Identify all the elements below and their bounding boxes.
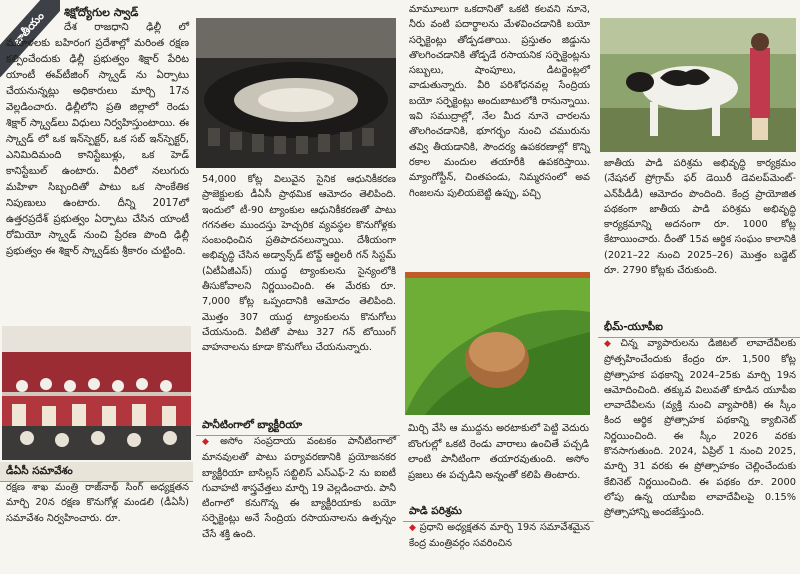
dairy-cow-photo [600, 18, 796, 152]
article-body-dairy-start [403, 520, 594, 552]
article-body-paniting [196, 434, 400, 542]
article-body-upi [598, 336, 800, 521]
heading-dairy: పాడి పరిశ్రమ [403, 502, 594, 522]
bullet-icon: ◆ [604, 339, 618, 349]
article-body-dairy-start-text: ప్రధాని అధ్యక్షతన మార్చి 19న సమావేశమైన కేంద్ర మంత్రివర్గం సవరించిన [409, 522, 590, 550]
column-2 [196, 0, 400, 574]
article-body-paniting-text: అసోం సంప్రదాయ వంటకం పానీటింగాలో మానవులతో పాటు పర్యావరణానికి ప్రయోజనకర బ్యాక్టీరియా బాసిల్లస్ సబ్టిలిస్ ఎస్‌ఎఫ్‌-2 ను ఐఐటీ గువాహటి శాస్త్రవేత్తలు మార్చి 19 వెల్లడించారు. పానీ టింగాలో కనుగొన్న ఈ బ్యాక్టీరియాకు బయో సర్ఫెక్టెంట్లు అనే సేంద్రియ రసాయనాలను ఉత్పన్నం చేసే శక్తి ఉంది. [202, 436, 397, 540]
article-body-defence: 54,000 కోట్ల విలువైన సైనిక ఆధునికీకరణ ప్రాజెక్టులకు డీఏసీ ప్రాథమిక ఆమోదం తెలిపింది. ఇందులో టీ-90 ట్యాంకుల ఆధునికీకరణతో పాటు గగనతల ముందస్తు హెచ్చరిక వ్యవస్థల కొనుగోళ్లకు సంబంధించిన ప్రతిపాదనలున్నాయి. దేశీయంగా అభివృద్ధి చేసిన అడ్వాన్స్‌డ్ టోవ్డ్ ఆర్టిలరీ గన్ సిస్టమ్ (ఏటీఏజీఎస్) యుద్ధ ట్యాంకులను సైన్యంలోకి తీసుకోవాలని నిర్ణయించింది. ఈ మేరకు రూ. 7,000 కోట్ల ఒప్పందానికి ఆమోదం తెలిపింది. మొత్తం 307 యుద్ధ ట్యాంకులను కొనుగోలు చేయనుంది. వీటితో పాటు 327 గన్ టోయింగ్ వాహనాలను కూడా కొనుగోలు చేయనున్నారు. [202, 174, 396, 354]
meeting-photo [2, 326, 191, 460]
column-1 [0, 0, 193, 574]
heading-bhim-upi: భీమ్-యూపీఐ [598, 318, 800, 338]
bullet-icon: ◆ [202, 437, 218, 447]
column-3 [403, 0, 594, 574]
article-body-dac: రక్షణ శాఖ మంత్రి రాజ్‌నాథ్ సింగ్ అధ్యక్షతన మార్చి 20న రక్షణ కొనుగోళ్ల మండలి (డీఏసీ) సమావేశం నిర్వహించారు. రూ. [6, 482, 189, 524]
banana-leaf-food-photo [405, 272, 590, 415]
article-shikshar [0, 20, 193, 260]
article-title-shikshar: శిక్షోద్యోగుల స్వాడ్ [64, 6, 139, 19]
section-tag: జాతీయం [0, 0, 60, 77]
bullet-icon: ◆ [409, 523, 417, 533]
column-4 [598, 0, 800, 574]
article-body-upi-text: చిన్న వ్యాపారులను డిజిటల్ లావాదేవీలకు ప్రోత్సహించేందుకు కేంద్రం రూ. 1,500 కోట్ల ప్రోత్సాహక పథకాన్ని 2024–25కు మార్చి 19న ఆమోదించింది. తక్కువ విలువతో కూడిన యూపీఐ లావాదేవీలను (వ్యక్తి నుంచి వ్యాపారికి) ఈ స్కీం కింద ఆర్థిక ప్రోత్సాహక పథకాన్ని క్యాబినెట్ నిర్ణయించింది. ఈ స్కీం 2026 వరకు కొనసాగుతుంది. 2024, ఏప్రిల్ 1 నుంచి 2025, మార్చి 31 వరకు ఈ ప్రోత్సాహకం చెల్లించేందుకు కేబినెట్ నిర్ణయించింది. ఈ పథకం రూ. 2000 లోపు ఉన్న యూపీఐ లావాదేవీలపై 0.15% ప్రోత్సాహాన్ని అందజేస్తుంది. [604, 338, 797, 519]
article-body-biosurfactant: మామూలుగా ఒకదానితో ఒకటి కలవని నూనె, నీరు వంటి పదార్థాలను మేళవించడానికి బయో సర్ఫెక్టెంట్లు తోడ్పడతాయి. ప్రస్తుతం జిడ్డును తొలగించడానికి తోడ్పడే రసాయనిక సర్ఫెక్టెంట్లను సబ్బులు, షాంపూలు, డిటర్జెంట్లలో వాడుతున్నారు. వీరి పరిశోధనవల్ల సేంద్రియ బయో సర్ఫెక్టెంట్లు అందుబాటులోకి రానున్నాయి. ఇవి సముద్రాల్లో, నేల మీద నూనె చారలను తొలగించడానికి, భూగర్భం నుంచి చమురును తవ్వి తీయడానికి, సౌందర్య ఉపకరణాల్లో కొన్ని రకాల మందుల తయారీకి ఉపకరిస్తాయి. మ్యాంగోస్టీన్, చింతపండు, నిమ్మరసంలో అవ గింజలను పులియబెట్టి ఉప్పు, పచ్చి [409, 4, 590, 199]
article-body-npdd: జాతీయ పాడి పరిశ్రమ అభివృద్ధి కార్యక్రమం (నేషనల్ ప్రోగ్రామ్ ఫర్ డెయిరీ డెవలప్‌మెంట్-ఎన్‌పీడీడీ) ఆమోదం పొందింది. కేంద్ర ప్రాయోజిత పథకంగా జాతీయ పాడి పరిశ్రమ అభివృద్ధి కార్యక్రమాన్ని అదనంగా రూ. 1000 కోట్ల కేటాయించారు. దీంతో 15వ ఆర్థిక సంఘం కాలానికి (2021–22 నుంచి 2025–26) మొత్తం బడ్జెట్ రూ. 2790 కోట్లకు చేరుకుంది. [604, 158, 796, 277]
article-body-shikshar: దేశ రాజధాని ఢిల్లీ లో మహిళలకు బహిరంగ ప్రదేశాల్లో మరింత రక్షణ కల్పించేందుకు ఢిల్లీ ప్రభుత్వం శిక్షార్ పేరిట యాంటీ ఈవ్‌టీజింగ్ స్క్వాడ్ ను ఏర్పాటు చేయనున్నట్లు అధికారులు మార్చి 17న వెల్లడించారు. ఢిల్లీలోని ప్రతి జిల్లాలో రెండు శిక్షార్ స్క్వాడ్‌లు విధులు నిర్వహిస్తుంటాయి. ఈ స్క్వాడ్ లో ఒక ఇన్‌స్పెక్టర్, ఒక సబ్ ఇన్‌స్పెక్టర్, ఎనిమిదిమంది కానిస్టేబుళ్లు, ఒక హెడ్ కానిస్టేబుల్ ఉంటారు. వీరిలో నలుగురు మహిళా సిబ్బందితో పాటు ఒక సాంకేతిక నిపుణులు ఉంటారు. దీన్ని 2017లో ఉత్తరప్రదేశ్ ప్రభుత్వం ఏర్పాటు చేసిన యాంటీ రోమియో స్క్వాడ్ నుంచి ప్రేరణ పొంది ఢిల్లీ ప్రభుత్వం ఈ శిక్షార్ స్క్వాడ్‌కు శ్రీకారం చుట్టింది. [6, 22, 189, 257]
heading-dac-meeting: డీఏసీ సమావేశం [0, 462, 193, 482]
heading-paniting-bacteria: పానీటింగాలో బ్యాక్టీరియా [196, 416, 400, 436]
conference-photo [196, 18, 396, 168]
photo-caption-paniting: మిర్చి వేసి ఆ ముద్దను అరటాకులో పెట్టి వెదురు బొంగుల్లో ఒకటి రెండు వారాలు ఉంచితే పచ్చడి లాంటి పానీటింగా తయారవుతుంది. అసోం ప్రజలు ఈ పచ్చడిని అన్నంతో కలిపి తింటారు. [408, 423, 589, 481]
